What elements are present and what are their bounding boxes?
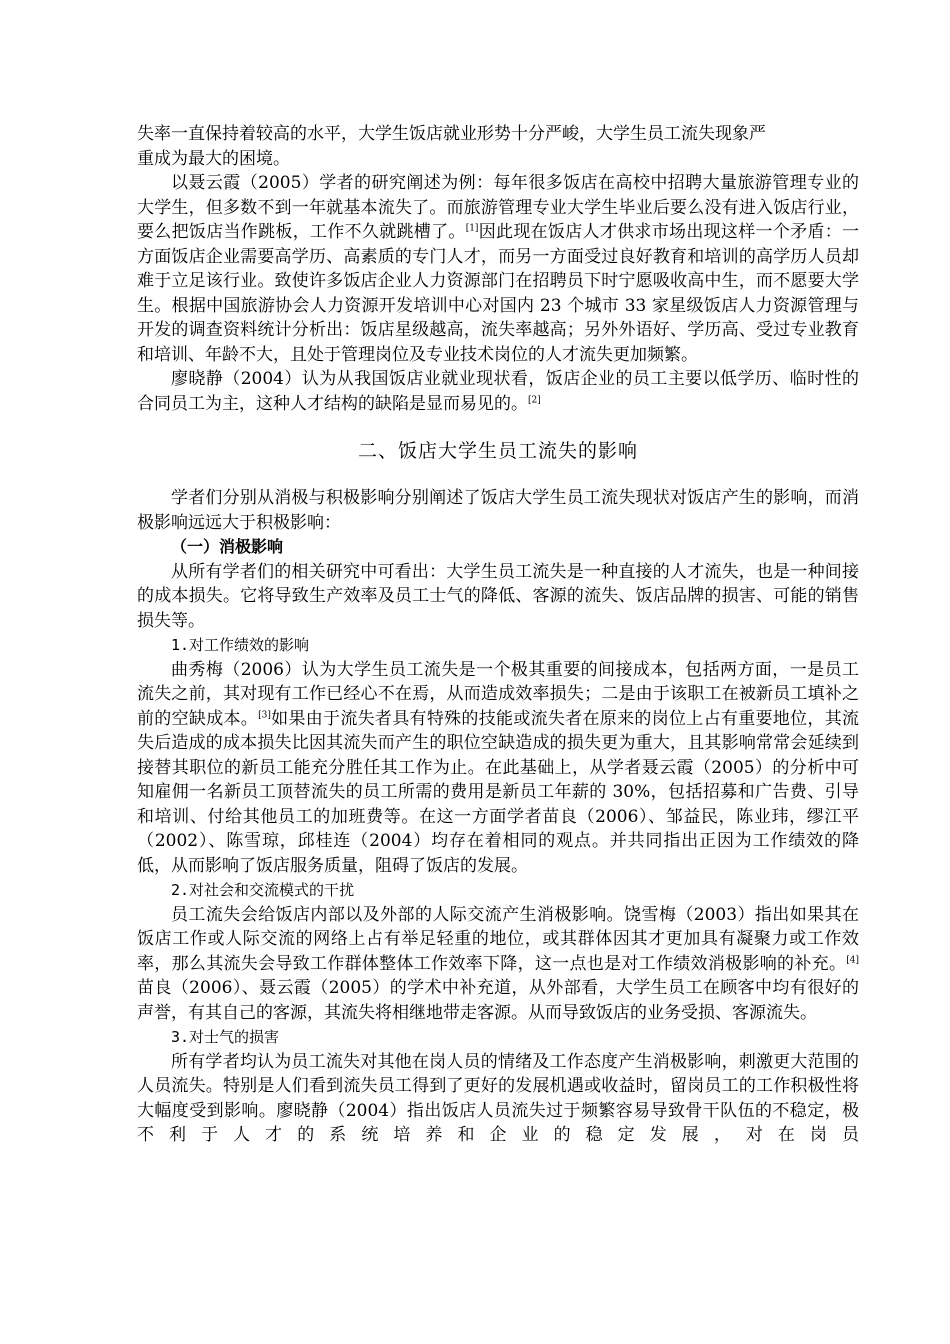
paragraph-text: 以聂云霞（2005）学者的研究阐述为例：每年很多饭店在高校中招聘大量旅游管理专业的大学生，但多数不到一年就基本流失了。而旅游管理专业大学生毕业后要么没有进入饭店行业，要么把饭店当作跳板，工作不久就跳槽了。 <box>137 173 859 242</box>
paragraph-text: 廖晓静（2004）认为从我国饭店业就业现状看，饭店企业的员工主要以低学历、临时性的合同员工为主，这种人才结构的缺陷是显而易见的。 <box>137 369 859 414</box>
paragraph-line: 失率一直保持着较高的水平，大学生饭店就业形势十分严峻，大学生员工流失现象严 <box>137 124 766 144</box>
citation-ref: [4] <box>846 954 859 965</box>
paragraph-text: 因此现在饭店人才供求市场出现这样一个矛盾：一方面饭店企业需要高学历、高素质的专门人才，而另一方面受过良好教育和培训的高学历人员却难于立足该行业。致使许多饭店企业人力资源部门在招聘员下时宁愿吸收高中生，而不愿要大学生。根据中国旅游协会人力资源开发培训中心对国内 23 个城市 33 家星级饭店人力资源管理与开发的调查资料统计分析出：饭店星级越高，流失率越高；另外外语好、学历高、受过专业教育和培训、年龄不大，且处于管理岗位及专业技术岗位的人才流失更加频繁。 <box>137 222 860 365</box>
paragraph-intro: 学者们分别从消极与积极影响分别阐述了饭店大学生员工流失现状对饭店产生的影响，而消极影响远远大于积极影响： <box>137 488 859 533</box>
subsection-heading: （一）消极影响 <box>171 537 284 556</box>
document-body <box>137 122 859 1148</box>
paragraph-overview: 从所有学者们的相关研究中可看出：大学生员工流失是一种直接的人才流失，也是一种间接的成本损失。它将导致生产效率及员工士气的降低、客源的流失、饭店品牌的损害、可能的销售损失等。 <box>137 561 859 631</box>
section-heading: 二、饭店大学生员工流失的影响 <box>357 440 638 462</box>
citation-ref: [3] <box>258 709 271 720</box>
paragraph-text: 苗良（2006）、聂云霞（2005）的学术中补充道，从外部看，大学生员工在顾客中均有很好的声誉，有其自己的客源，其流失将相继地带走客源。从而导致饭店的业务受损、客源流失。 <box>137 978 859 1023</box>
paragraph-nie-yunxia <box>137 171 859 367</box>
paragraph-continued <box>137 122 859 171</box>
paragraph-text: 如果由于流失者具有特殊的技能或流失者在原来的岗位上占有重要地位，其流失后造成的成本损失比因其流失而产生的职位空缺造成的损失更为重大，且其影响常常会延续到接替其职位的新员工能充分胜任其工作为止。在此基础上，从学者聂云霞（2005）的分析中可知雇佣一名新员工顶替流失的员工所需的费用是新员工年薪的 30%，包括招募和广告费、引导和培训、付给其他员工的加班费等。在这一方面学者苗良（2006）、邹益民，陈业玮，缪江平（2002）、陈雪琼，邱桂连（2004）均存在着相同的观点。并共同指出正因为工作绩效的降低，从而影响了饭店服务质量，阻碍了饭店的发展。 <box>137 708 860 876</box>
paragraph-morale: 所有学者均认为员工流失对其他在岗人员的情绪及工作态度产生消极影响，刺激更大范围的人员流失。特别是人们看到流失员工得到了更好的发展机遇或收益时，留岗员工的工作积极性将大幅度受到影响。廖晓静（2004）指出饭店人员流失过于频繁容易导致骨干队伍的不稳定，极不利于人才的系统培养和企业的稳定发展，对在岗员 <box>137 1051 859 1145</box>
list-heading-performance: 1.对工作绩效的影响 <box>171 636 310 654</box>
citation-ref: [2] <box>528 394 541 405</box>
paragraph-text: 曲秀梅（2006）认为大学生员工流失是一个极其重要的间接成本，包括两方面，一是员工流失之前，其对现有工作已经心不在焉，从而造成效率损失；二是由于该职工在被新员工填补之前的空缺成本。 <box>137 659 859 729</box>
paragraph-text: 员工流失会给饭店内部以及外部的人际交流产生消极影响。饶雪梅（2003）指出如果其在饭店工作或人际交流的网络上占有举足轻重的地位，或其群体因其才更加具有凝聚力或工作效率，那么其流失会导致工作群体整体工作效率下降，这一点也是对工作绩效消极影响的补充。 <box>137 904 859 974</box>
paragraph-qu-xiumei <box>137 658 859 879</box>
paragraph-liao-xiaojing <box>137 367 859 416</box>
paragraph-rao-xuemei <box>137 903 859 1026</box>
citation-ref: [1] <box>465 223 479 234</box>
list-heading-morale: 3.对士气的损害 <box>171 1028 280 1046</box>
list-heading-social: 2.对社会和交流模式的干扰 <box>171 881 355 899</box>
paragraph-line: 重成为最大的困境。 <box>137 148 290 169</box>
